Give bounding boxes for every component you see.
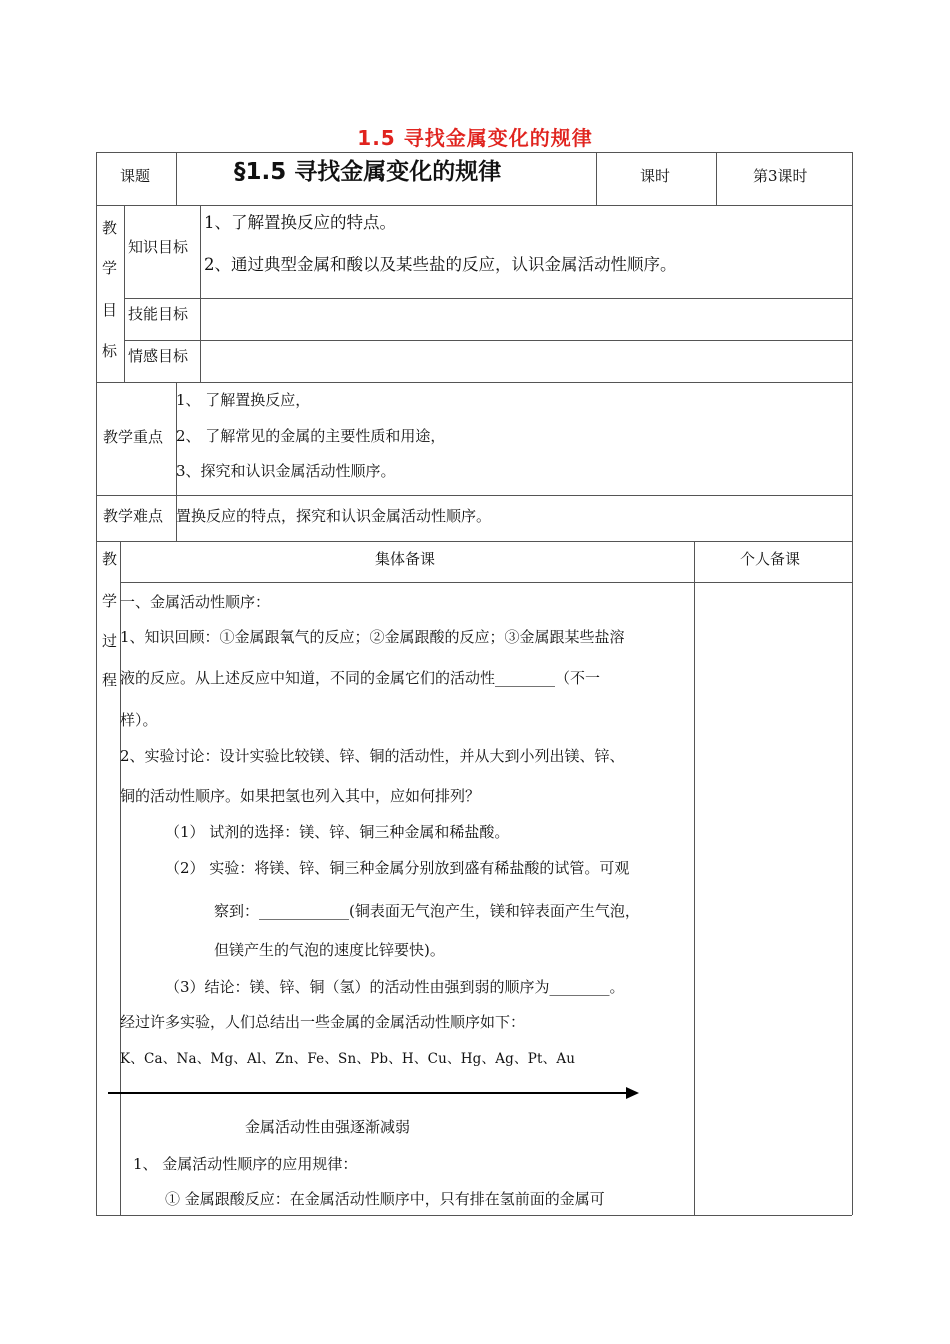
- key-point-item: 2、 了解常见的金属的主要性质和用途，: [176, 427, 446, 445]
- goals-side-label-3: 目: [102, 301, 118, 319]
- process-side-label-2: 学: [102, 592, 118, 610]
- knowledge-goal-item: 2、通过典型金属和酸以及某些盐的反应，认识金属活动性顺序。: [204, 255, 677, 274]
- process-side-label-4: 程: [102, 671, 118, 689]
- difficulty-text: 置换反应的特点，探究和认识金属活动性顺序。: [176, 507, 492, 525]
- activity-series: K、Ca、Na、Mg、Al、Zn、Fe、Sn、Pb、H、Cu、Hg、Ag、Pt、Au: [120, 1051, 576, 1067]
- knowledge-goal-label: 知识目标: [128, 238, 189, 256]
- process-line: 一、金属活动性顺序：: [120, 593, 271, 611]
- process-line: 1、 金属活动性顺序的应用规律：: [133, 1155, 358, 1173]
- difficulty-label: 教学难点: [103, 507, 164, 525]
- personal-header: 个人备课: [740, 550, 801, 568]
- process-line: 铜的活动性顺序。如果把氢也列入其中，应如何排列？: [120, 787, 481, 805]
- process-side-label-1: 教: [102, 550, 118, 568]
- process-line: 经过许多实验，人们总结出一些金属的金属活动性顺序如下：: [120, 1013, 526, 1031]
- process-line: 样）。: [120, 711, 158, 729]
- arrow-caption: 金属活动性由强逐渐减弱: [245, 1118, 411, 1136]
- knowledge-goal-item: 1、了解置换反应的特点。: [204, 213, 396, 232]
- process-line: 1、知识回顾：①金属跟氧气的反应；②金属跟酸的反应；③金属跟某些盐溶: [120, 628, 625, 646]
- arrow-right-icon: [626, 1087, 639, 1099]
- process-line: （3）结论：镁、锌、铜（氢）的活动性由强到弱的顺序为________。: [165, 978, 625, 996]
- skill-goal-label: 技能目标: [128, 305, 189, 323]
- collective-header: 集体备课: [375, 550, 436, 568]
- period-value: 第3课时: [753, 167, 808, 185]
- document-title: 1.5 寻找金属变化的规律: [357, 126, 593, 150]
- emotion-goal-label: 情感目标: [128, 347, 189, 365]
- topic-label: 课题: [120, 167, 151, 185]
- key-points-label: 教学重点: [103, 428, 164, 446]
- process-line: 2、实验讨论：设计实验比较镁、锌、铜的活动性，并从大到小列出镁、锌、: [120, 747, 625, 765]
- key-point-item: 1、 了解置换反应，: [176, 391, 311, 409]
- period-label: 课时: [640, 167, 671, 185]
- process-line: 但镁产生的气泡的速度比锌要快)。: [214, 941, 445, 959]
- key-point-item: 3、探究和认识金属活动性顺序。: [176, 462, 396, 480]
- goals-side-label-2: 学: [102, 259, 118, 277]
- process-side-label-3: 过: [102, 632, 118, 650]
- process-line: （2） 实验：将镁、锌、铜三种金属分别放到盛有稀盐酸的试管。可观: [165, 859, 630, 877]
- goals-side-label-1: 教: [102, 219, 118, 237]
- process-line: （1） 试剂的选择：镁、锌、铜三种金属和稀盐酸。: [165, 823, 510, 841]
- goals-side-label-4: 标: [102, 342, 118, 360]
- process-line: ① 金属跟酸反应：在金属活动性顺序中，只有排在氢前面的金属可: [165, 1190, 605, 1208]
- activity-arrow-line: [108, 1092, 628, 1094]
- process-line: 液的反应。从上述反应中知道，不同的金属它们的活动性________（不一: [120, 669, 601, 687]
- topic-value: §1.5 寻找金属变化的规律: [234, 159, 502, 185]
- process-line: 察到：____________(铜表面无气泡产生，镁和锌表面产生气泡，: [214, 902, 640, 920]
